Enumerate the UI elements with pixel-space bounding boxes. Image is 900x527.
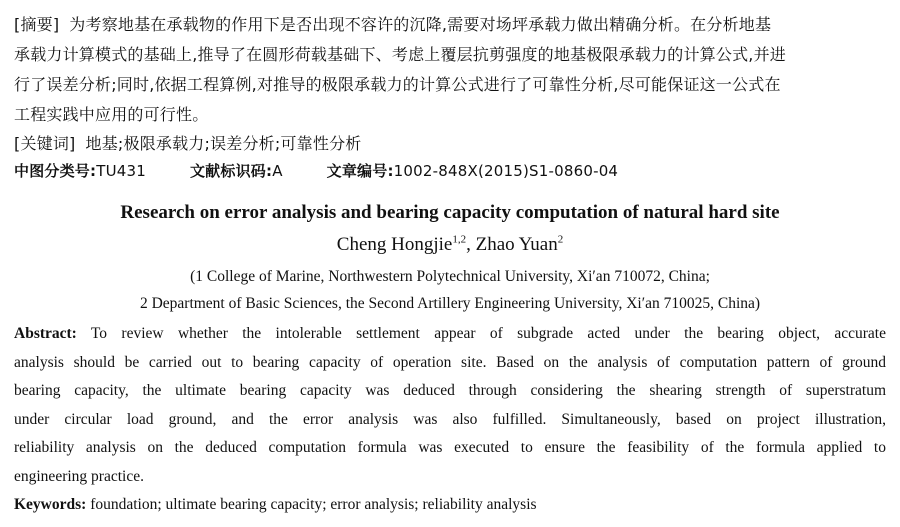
en-abstract-text: To review whether the intolerable settlement appear of subgrade acted under the bearing object, accurate <box>90 325 886 342</box>
cn-classification-line <box>14 158 890 184</box>
author-separator: , <box>466 234 476 255</box>
cn-keywords-text: 地基;极限承载力;误差分析;可靠性分析 <box>85 134 362 153</box>
cn-abstract-line: 工程实践中应用的可行性。 <box>14 105 209 124</box>
clc-value: TU431 <box>96 162 146 180</box>
cn-abstract-line: 承载力计算模式的基础上,推导了在圆形荷载基础下、考虑上覆层抗剪强度的地基极限承载力的计算公式,并进 <box>14 45 786 64</box>
author-list <box>0 230 900 260</box>
en-abstract-line: engineering practice. <box>14 467 144 485</box>
author-affiliation-marker: 1,2 <box>452 233 467 246</box>
english-keywords <box>14 491 886 519</box>
cn-abstract-line <box>14 10 890 40</box>
affiliation-1: (1 College of Marine, Northwestern Polytechnical University, Xi′an 710072, China; <box>190 268 710 285</box>
en-abstract-line: reliability analysis on the deduced computation formula was executed to ensure the feasibility of the formula applied to <box>14 439 886 457</box>
clc-label: 中图分类号: <box>14 162 97 180</box>
author-name: Zhao Yuan <box>475 234 558 255</box>
doc-code-value: A <box>272 162 283 180</box>
chinese-abstract-section <box>14 10 890 184</box>
en-abstract-line: analysis should be carried out to bearing capacity of operation site. Based on the analysis of computation pattern of ground <box>14 353 886 371</box>
cn-keywords-line <box>14 130 890 158</box>
affiliation-2: 2 Department of Basic Sciences, the Second Artillery Engineering University, Xi′an 710025, China) <box>139 295 761 312</box>
article-no-value: 1002-848X(2015)S1-0860-04 <box>393 162 619 180</box>
en-abstract-line <box>14 320 886 349</box>
english-abstract <box>14 320 886 492</box>
english-title: Research on error analysis and bearing capacity computation of natural hard site <box>120 202 780 223</box>
cn-abstract-label: [摘要] <box>14 15 60 34</box>
en-abstract-line: under circular load ground, and the error analysis was also fulfilled. Simultaneously, based on project illustration, <box>14 410 886 428</box>
en-keywords-text: foundation; ultimate bearing capacity; error analysis; reliability analysis <box>90 496 537 513</box>
cn-abstract-text: 为考察地基在承载物的作用下是否出现不容许的沉降,需要对场坪承载力做出精确分析。在分析地基 <box>69 15 772 34</box>
en-abstract-line: bearing capacity, the ultimate bearing capacity was deduced through considering the shearing strength of superstratum <box>14 382 886 400</box>
doc-code-label: 文献标识码: <box>189 162 273 180</box>
cn-keywords-label: [关键词] <box>14 134 76 153</box>
author-name: Cheng Hongjie <box>336 234 453 255</box>
en-keywords-label: Keywords: <box>14 496 87 513</box>
cn-abstract-line: 行了误差分析;同时,依据工程算例,对推导的极限承载力的计算公式进行了可靠性分析,尽可能保证这一公式在 <box>14 75 781 94</box>
en-abstract-label: Abstract: <box>14 325 77 342</box>
author-affiliation-marker: 2 <box>557 233 564 246</box>
article-no-label: 文章编号: <box>326 162 394 180</box>
